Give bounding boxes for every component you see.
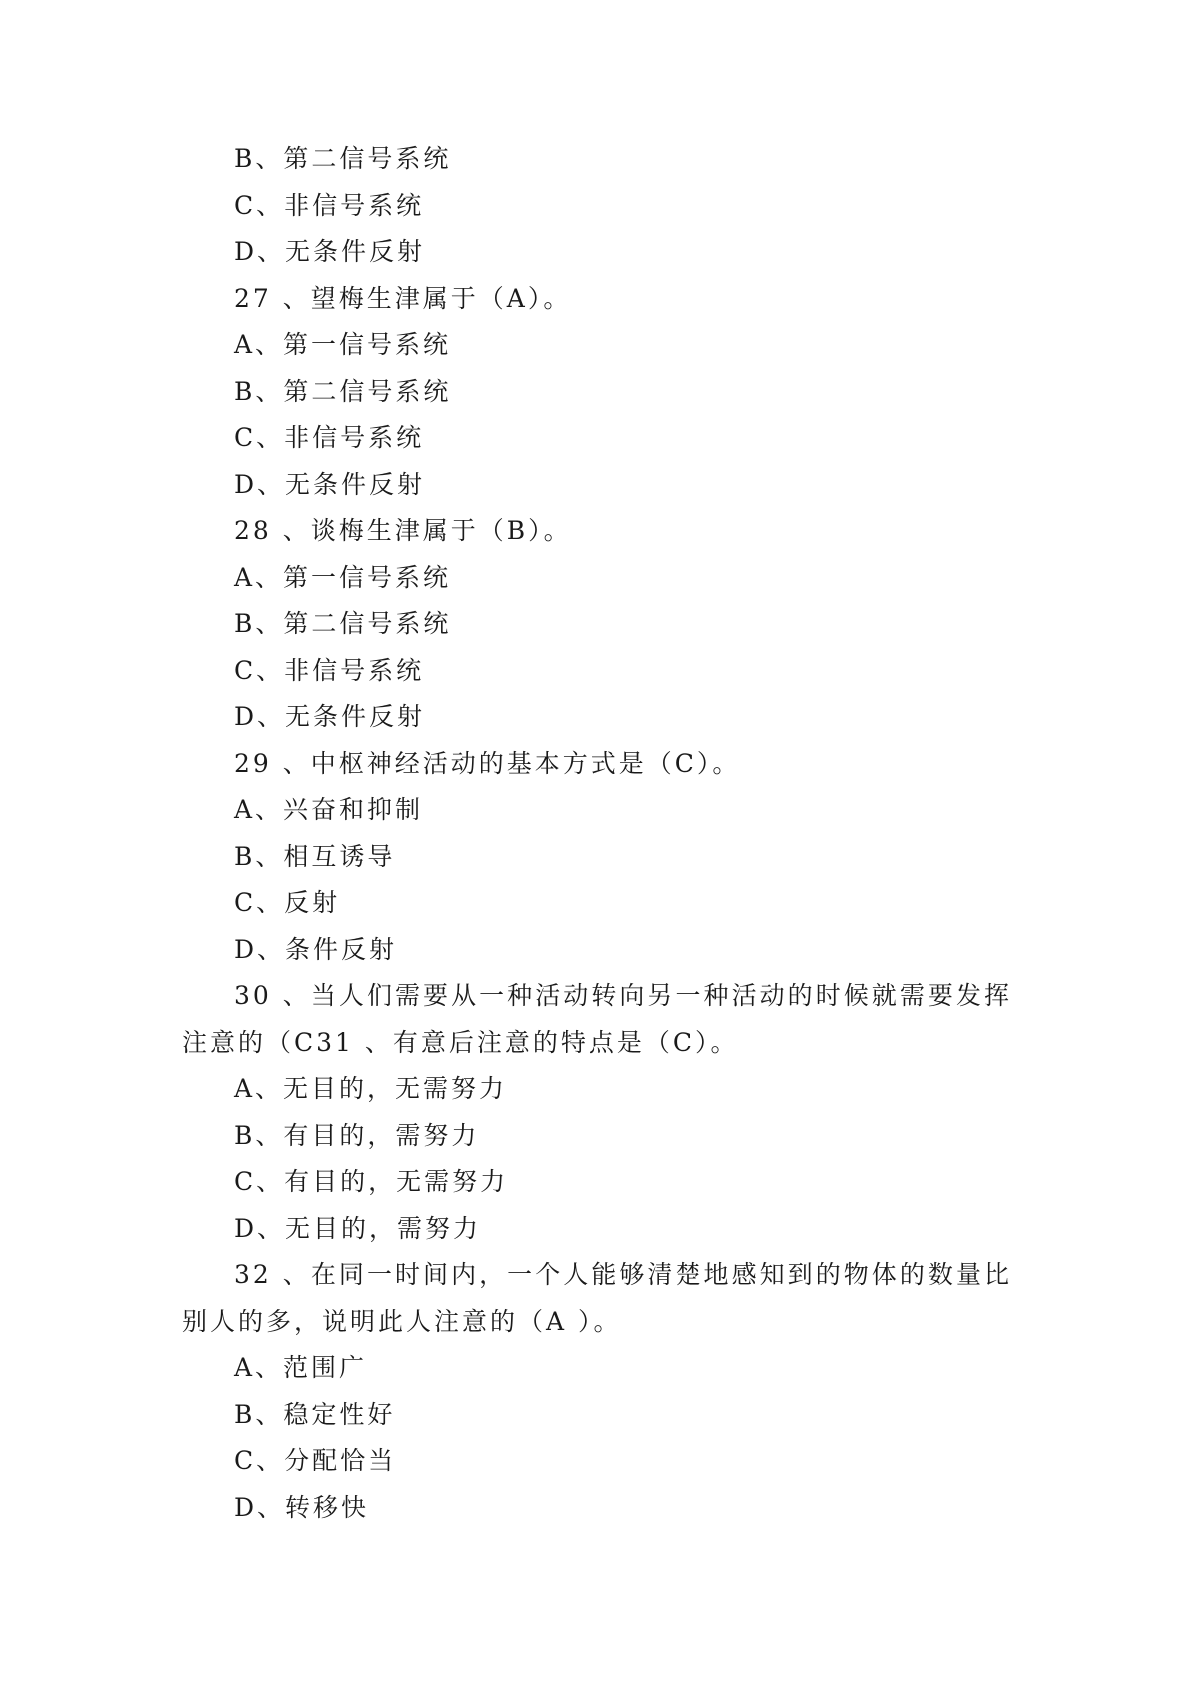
option-line: D、无条件反射	[234, 469, 426, 499]
option-line: A、无目的，无需努力	[234, 1074, 508, 1103]
question-30-31: 30 、当人们需要从一种活动转向另一种活动的时候就需要发挥注意的（C31 、有意后注意的特点是（C）。	[182, 981, 1012, 1057]
question-list	[182, 136, 1012, 1531]
option-line: B、有目的，需努力	[234, 1120, 480, 1150]
option-line: C、非信号系统	[234, 655, 425, 685]
option-line: B、稳定性好	[234, 1399, 396, 1429]
option-line: A、第一信号系统	[234, 562, 452, 592]
question-29: 29 、中枢神经活动的基本方式是（C）。	[234, 748, 741, 778]
option-line: D、无条件反射	[234, 237, 426, 266]
option-line: B、第二信号系统	[234, 376, 452, 406]
option-line: D、无条件反射	[234, 702, 426, 731]
option-line: A、第一信号系统	[234, 330, 452, 359]
option-line: D、条件反射	[234, 934, 398, 964]
option-line: B、第二信号系统	[234, 144, 452, 173]
option-line: B、相互诱导	[234, 841, 396, 871]
option-line: B、第二信号系统	[234, 609, 452, 638]
option-line: C、分配恰当	[234, 1446, 397, 1475]
option-line: A、兴奋和抑制	[234, 795, 424, 824]
option-line: C、非信号系统	[234, 423, 425, 452]
question-27: 27 、望梅生津属于（A）。	[234, 283, 572, 313]
option-line: C、反射	[234, 888, 341, 917]
option-line: A、范围广	[234, 1353, 368, 1382]
option-line: C、非信号系统	[234, 190, 425, 220]
question-28: 28 、谈梅生津属于（B）。	[234, 516, 572, 545]
option-line: D、转移快	[234, 1492, 370, 1522]
question-32: 32 、在同一时间内，一个人能够清楚地感知到的物体的数量比别人的多，说明此人注意的（A ）。	[182, 1260, 1012, 1336]
option-line: C、有目的，无需努力	[234, 1167, 509, 1196]
option-line: D、无目的，需努力	[234, 1213, 482, 1243]
